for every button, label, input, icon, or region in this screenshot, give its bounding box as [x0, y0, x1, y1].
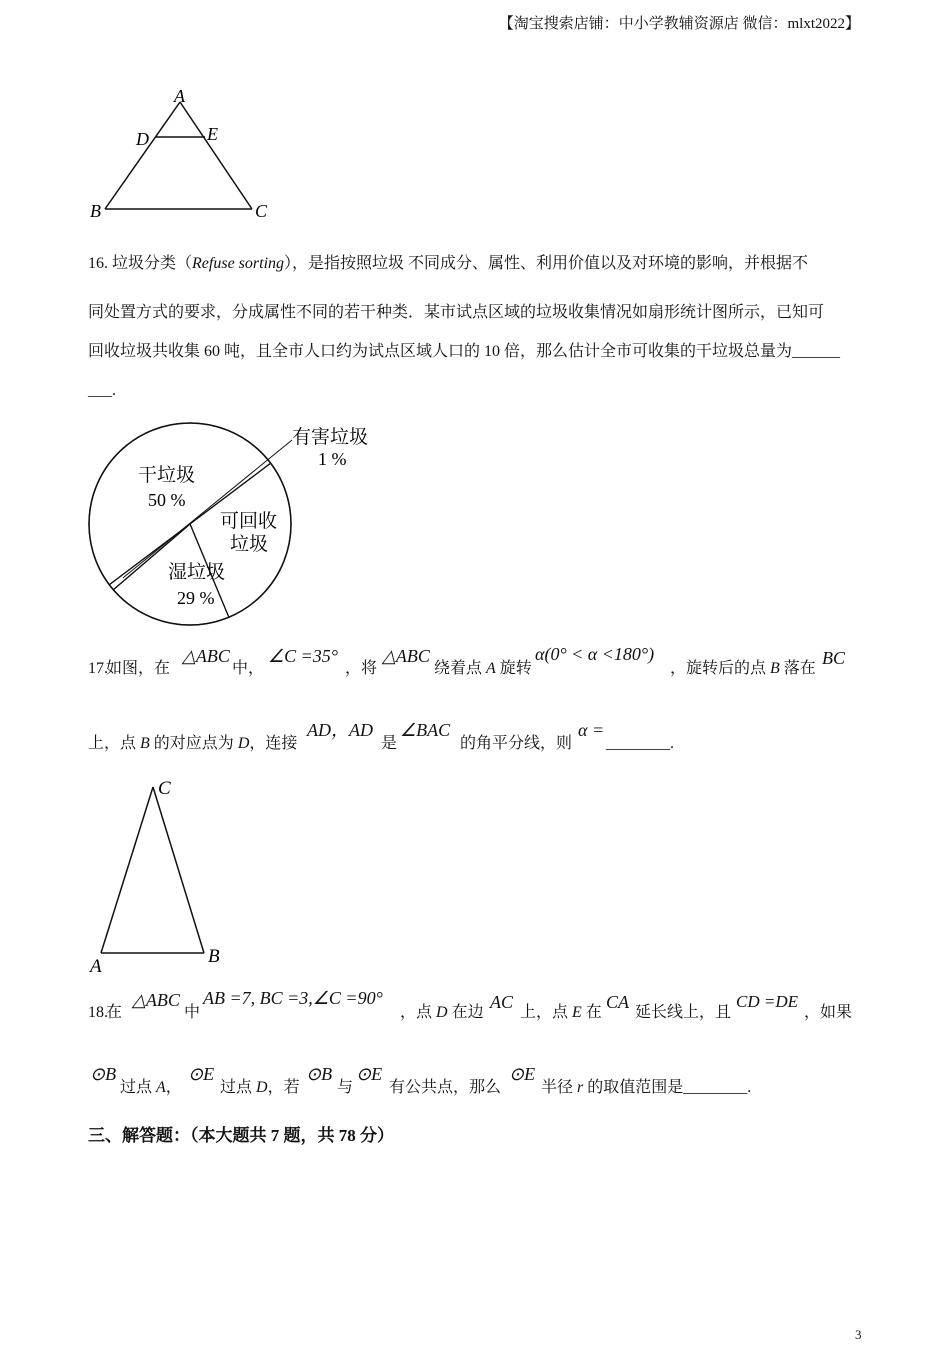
math-ca: CA	[606, 992, 630, 1012]
shop-note: 【淘宝搜索店铺：中小学教辅资源店 微信：mlxt2022】	[498, 16, 860, 32]
q17-number: 17.	[88, 660, 108, 677]
q16-line2: 同处置方式的要求，分成属性不同的若干种类．某市试点区域的垃圾收集情况如扇形统计图所示，已知可	[88, 304, 825, 321]
label-a: A	[90, 956, 102, 977]
q17-answer-blank: ________.	[606, 735, 674, 752]
math-cd-de: CD =DE	[736, 992, 798, 1011]
slice-value-wet: 29 %	[177, 588, 215, 608]
label-c: C	[158, 778, 171, 799]
math-triangle-abc: △ABC	[182, 646, 230, 666]
side-ac	[101, 787, 153, 953]
slice-label-dry: 干垃圾	[138, 465, 196, 486]
slice-label-hazardous: 有害垃圾	[292, 427, 369, 448]
slice-label-wet: 湿垃圾	[168, 562, 226, 583]
math-ad: AD，AD	[307, 720, 373, 740]
pie-chart	[80, 418, 400, 633]
triangle-figure-17	[80, 772, 240, 980]
math-triangle-abc: △ABC	[132, 990, 180, 1010]
math-bc: BC	[822, 648, 846, 668]
label-b: B	[208, 946, 220, 967]
slice-value-hazardous: 1 %	[318, 449, 347, 469]
label-e: E	[207, 124, 218, 144]
math-circle-e-3: ⊙E	[509, 1064, 536, 1084]
q18-number: 18.	[88, 1004, 108, 1021]
q16-number: 16.	[88, 255, 108, 272]
slice-value-dry: 50 %	[148, 490, 186, 510]
math-circle-e-2: ⊙E	[356, 1064, 383, 1084]
math-triangle-abc-2: △ABC	[382, 646, 430, 666]
math-alpha-range: α(0° < α <180°)	[535, 644, 655, 664]
math-circle-e: ⊙E	[188, 1064, 215, 1084]
side-bc	[153, 787, 204, 953]
math-conditions: AB =7, BC =3,∠C =90°	[203, 988, 383, 1008]
q16-line3: 回收垃圾共收集 60 吨，且全市人口约为试点区域人口的 10 倍，那么估计全市可收集的干垃圾总量为______	[88, 343, 841, 360]
math-circle-b-2: ⊙B	[306, 1064, 333, 1084]
math-alpha-eq: α =	[578, 720, 605, 740]
slice-label-recyclable-1: 可回收	[220, 511, 278, 532]
side-ac	[180, 102, 252, 209]
math-circle-b: ⊙B	[90, 1064, 117, 1084]
triangle-figure-15	[80, 82, 280, 227]
math-ac: AC	[490, 992, 514, 1012]
section-3-title: 三、解答题：（本大题共 7 题，共 78 分）	[88, 1126, 394, 1145]
math-angle-bac: ∠BAC	[400, 720, 451, 740]
page-number: 3	[855, 1327, 862, 1342]
slice-label-recyclable-2: 垃圾	[230, 534, 269, 555]
side-ab	[105, 102, 180, 209]
label-c: C	[255, 201, 268, 221]
label-d: D	[136, 129, 149, 149]
label-b: B	[90, 201, 101, 221]
math-angle-c: ∠C =35°	[268, 646, 338, 666]
q16-line4: ___.	[88, 382, 116, 399]
q16-line1: 16. 垃圾分类（Refuse sorting），是指按照垃圾 不同成分、属性、利用价值以及对环境的影响，并根据不	[88, 255, 809, 272]
label-a: A	[174, 86, 185, 106]
